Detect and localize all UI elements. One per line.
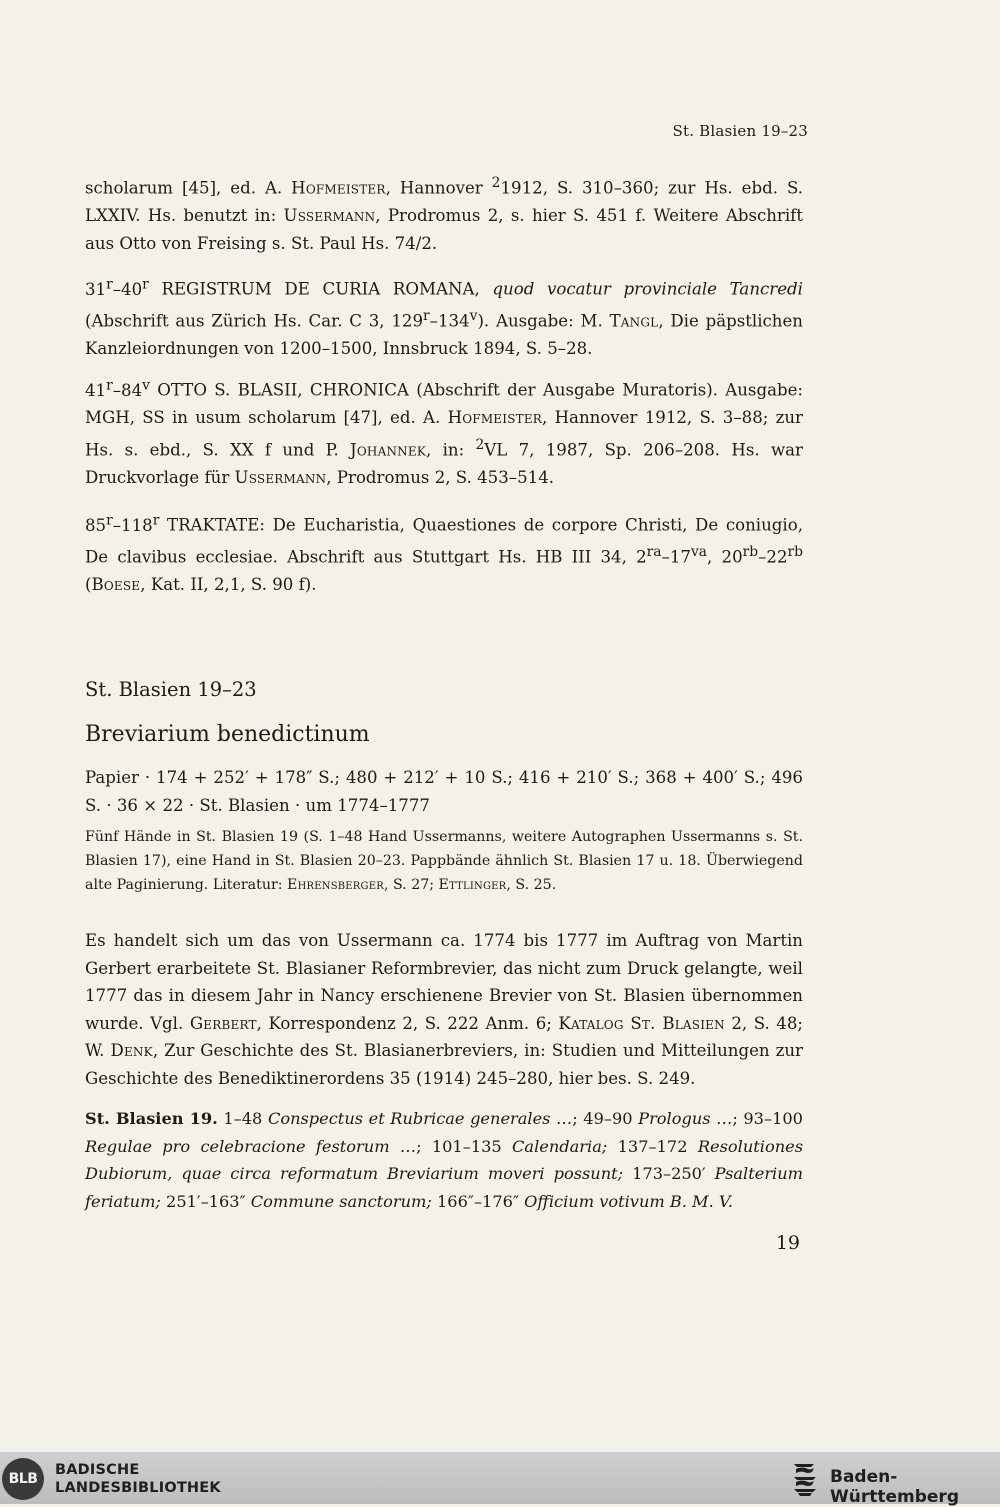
folio-range: 31$^r$–40$^r$ xyxy=(85,276,149,299)
folio-range: 41$^r$–84$^v$ xyxy=(85,377,150,400)
hands-paragraph: Fünf Hände in St. Blasien 19 (S. 1–48 Hand Ussermanns, weitere Autographen Ussermanns s. St. Blasien 17), eine Hand in St. Blasien 20–23. Pappbände ähnlich St. Blasien 17 u. 18. Überwiegend alte Paginierung. Literatur: Ehrensberger, S. 27; Ettlinger, S. 25. xyxy=(85,829,803,893)
entry-otto: 41$^r$–84$^v$ OTTO S. BLASII, CHRONICA (Abschrift der Ausgabe Muratoris). Ausgabe: MGH, SS in usum scholarum [47], ed. A. Hofmeister, Hannover 1912, S. 3–88; zur Hs. s. ebd., S. XX f und P. Johannek, in: $^2$VL 7, 1987, Sp. 206–208. Hs. war Druckvorlage für Ussermann, Prodromus 2, S. 453–514. xyxy=(85,377,803,487)
entry-title: TRAKTATE: xyxy=(159,515,265,535)
author-name: Johannek xyxy=(350,440,426,460)
folio-range: 85$^r$–118$^r$ xyxy=(85,512,160,535)
footer-bar xyxy=(0,1452,1000,1507)
continuation-paragraph: scholarum [45], ed. A. Hofmeister, Hannover $^2$1912, S. 310–360; zur Hs. ebd. S. LXXIV. Hs. benutzt in: Ussermann, Prodromus 2, s. hier S. 451 f. Weitere Abschrift aus Otto von Freising s. St. Paul Hs. 74/2. xyxy=(85,175,804,253)
manuscript-label: St. Blasien 19. xyxy=(85,1109,218,1128)
author-name: Denk xyxy=(110,1041,153,1060)
author-name: Ettlinger xyxy=(438,877,507,893)
library-name[interactable]: BADISCHE LANDESBIBLIOTHEK xyxy=(55,1462,221,1496)
section-title: Breviarium benedictinum xyxy=(85,722,370,747)
description-paragraph: Es handelt sich um das von Ussermann ca. 1774 bis 1777 im Auftrag von Martin Gerbert erarbeitete St. Blasianer Reformbrevier, das nicht zum Druck gelangte, weil 1777 das in diesem Jahr in Nancy erschienene Brevier von St. Blasien übernommen wurde. Vgl. Gerbert, Korrespondenz 2, S. 222 Anm. 6; Katalog St. Blasien 2, S. 48; W. Denk, Zur Geschichte des St. Blasianerbreviers, in: Studien und Mitteilungen zur Geschichte des Benediktinerordens 35 (1914) 245–280, hier bes. S. 249. xyxy=(85,931,803,1088)
author-name: Tangl xyxy=(609,311,659,331)
page-number: 19 xyxy=(775,1232,800,1254)
contents-paragraph: St. Blasien 19. 1–48 Conspectus et Rubricae generales …; 49–90 Prologus …; 93–100 Regulae pro celebracione festorum …; 101–135 Calendaria; 137–172 Resolutiones Dubiorum, quae circa reformatum Breviarium moveri possunt; 173–250′ Psalterium feriatum; 251′–163″ Commune sanctorum; 166″–176″ Officium votivum B. M. V. xyxy=(85,1109,804,1211)
catalog-name: Katalog St. Blasien xyxy=(558,1013,725,1033)
author-name: Ehrensberger xyxy=(287,877,384,893)
author-name: Hofmeister xyxy=(447,408,543,428)
author-name: Gerbert xyxy=(189,1013,257,1033)
entry-title: REGISTRUM DE CURIA ROMANA, xyxy=(148,279,493,299)
author-name: Ussermann xyxy=(234,467,327,487)
author-name: Boese xyxy=(91,575,141,595)
author-name: Ussermann xyxy=(283,206,376,226)
blb-logo-icon[interactable]: BLB xyxy=(2,1458,44,1500)
baden-wuerttemberg-lions-icon xyxy=(790,1460,822,1498)
entry-title: OTTO S. BLASII, CHRONICA xyxy=(149,380,409,400)
author-name: Hofmeister xyxy=(291,178,386,198)
entry-traktate: 85$^r$–118$^r$ TRAKTATE: De Eucharistia, Quaestiones de corpore Christi, De coniugio, De clavibus ecclesiae. Abschrift aus Stuttgart Hs. HB III 34, $2^{ra}-17^{va}$, $20^{rb}-22^{rb}$ (Boese, Kat. II, 2,1, S. 90 f). xyxy=(85,512,803,595)
entry-registrum: 31$^r$–40$^r$ REGISTRUM DE CURIA ROMANA, quod vocatur provinciale Tancredi (Abschrift aus Zürich Hs. Car. C 3, 129$^r$–134$^v$). Ausgabe: M. Tangl, Die päpstlichen Kanzleiordnungen von 1200–1500, Innsbruck 1894, S. 5–28. xyxy=(85,276,803,359)
state-name[interactable]: Baden-Württemberg xyxy=(830,1467,959,1507)
physical-description: Papier · 174 + 252′ + 178″ S.; 480 + 212′ + 10 S.; 416 + 210′ S.; 368 + 400′ S.; 496 S. · 36 × 22 · St. Blasien · um 1774–1777 xyxy=(85,768,803,815)
section-heading: St. Blasien 19–23 xyxy=(85,678,257,701)
running-head: St. Blasien 19–23 xyxy=(672,122,808,140)
